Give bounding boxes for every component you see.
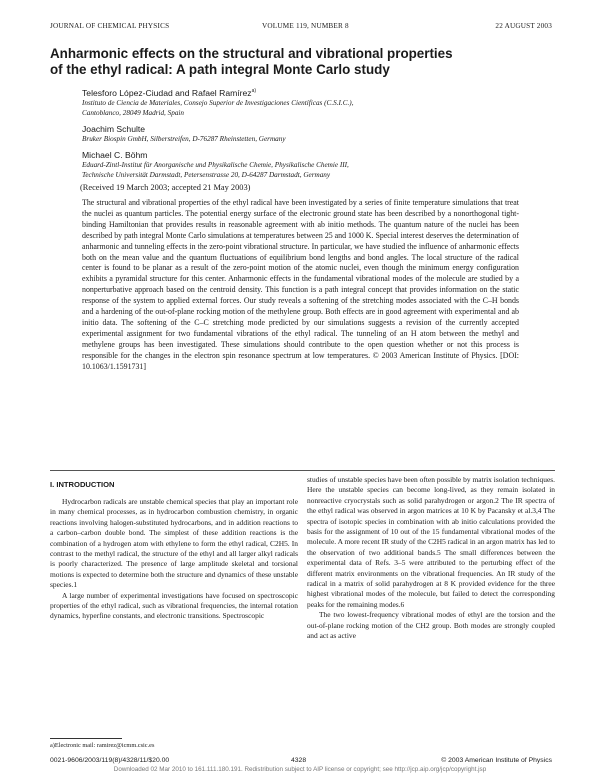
author-affiliation: Bruker Biospin GmbH, Silberstreifen, D-76287 Rheinstetten, Germany [82, 135, 286, 143]
author-name: Joachim Schulte [82, 124, 146, 134]
author-block-2 [82, 124, 286, 144]
author-block-3 [82, 150, 349, 180]
right-column [307, 475, 555, 642]
footnote: a)Electronic mail: ramirez@icmm.csic.es [50, 742, 155, 749]
paragraph: Hydrocarbon radicals are unstable chemical species that play an important role in many chemical processes, as in hydrocarbon combustion chemistry, in organic reactions involving halogen-substituted hydrocarbons, and in addition reactions to a carbon–carbon double bond. The simplest of these addition reactions is the combination of a hydrogen atom with ethylene to form the ethyl radical, C2H5. In contrast to the methyl radical, the structure of the ethyl and all larger alkyl radicals is poorly characterized. The presence of large amplitude skeletal and torsional motions is expected to determine both the structure and dynamics of these unstable species.1 [50, 497, 298, 590]
author-affiliation: Eduard-Zintl-Institut für Anorganische und Physikalische Chemie, Physikalische Chemie III, [82, 161, 349, 169]
author-affiliation: Instituto de Ciencia de Materiales, Consejo Superior de Investigaciones Científicas (C.S.I.C.), [82, 99, 354, 107]
section-divider [50, 470, 555, 471]
paragraph: The two lowest-frequency vibrational modes of ethyl are the torsion and the out-of-plane rocking motion of the CH2 group. Both modes are strongly coupled and act as active [307, 610, 555, 641]
abstract: The structural and vibrational properties of the ethyl radical have been investigated by a series of finite temperature simulations that treat the nuclei as quantum particles. The potential energy surface of the electronic ground state has been described by a nonorthogonal tight-binding Hamiltonian that provides results in reasonable agreement with ab initio methods. The quantum nature of the nuclei has been described by path integral Monte Carlo simulations at temperatures between 25 and 1000 K. Special interest deserves the determination of anharmonic and tunneling effects in the zero-point vibrational structure. In particular, we have studied the influence of anharmonic effects both on the mean value and the quantum fluctuations of equilibrium bond lengths and bond angles. The local structure of the radical center is found to be planar as a result of the zero-point motion of the atomic nuclei, even though the minimum energy configuration exhibits a pyramidal structure for this center. Anharmonic effects in the fundamental vibrational modes of the molecule are studied by a nonperturbative approach based on the centroid density. This function is a path integral concept that provides information on the static response of the system to applied external forces. Our study reveals a softening of the stretching modes associated with the C–H bonds and a hardening of the out-of-plane rocking motion of the methylene group. Both effects are in good agreement with experimental and ab initio data. The softening of the C–C stretching mode predicted by our simulations suggests a revision of the currently accepted experimental assignment for two fundamental vibrations of the ethyl radical. The tunneling of an H atom between the methyl and methylene groups has been investigated. These simulations should contribute to the open question whether or not this process is responsible for the changes in the electron spin resonance spectrum at low temperatures. © 2003 American Institute of Physics. [DOI: 10.1063/1.1591731] [82, 198, 519, 371]
paragraph: studies of unstable species have been often possible by matrix isolation techniques. Here the unstable species can become long-lived, as they remain isolated in nonreactive cryocrystals such as solid parahydrogen or argon.2 The IR spectra of the ethyl radical was observed in argon matrices at 10 K by Pacansky et al.3,4 The spectra of isotopic species in combination with ab initio calculations provided the basis for the assignment of 10 out of the 15 fundamental vibrational modes of the molecule. A more recent IR study of the C2H5 radical in an argon matrix has led to the observation of two additional bands.5 The small differences between the experimental data of Refs. 3–5 were attributed to the perturbing effect of the different matrix environments on the vibrational frequencies. An IR study of the radical in a matrix of solid parahydrogen at 8 K provided evidence for the three highest vibrational modes of the molecule, but failed to detect the corresponding peaks for the remaining modes.6 [307, 475, 555, 609]
footnote-divider [50, 738, 122, 739]
page-number: 4328 [291, 757, 307, 764]
volume-number: VOLUME 119, NUMBER 8 [262, 22, 349, 30]
title-line-2: of the ethyl radical: A path integral Monte Carlo study [50, 62, 390, 77]
paragraph: A large number of experimental investigations have focused on spectroscopic properties of the ethyl radical, such as vibrational frequencies, the internal rotation dynamics, hyperfine constants, and electronic transitions. Spectroscopic [50, 590, 298, 621]
received-dates: (Received 19 March 2003; accepted 21 May 2003) [80, 183, 251, 192]
title-line-1: Anharmonic effects on the structural and vibrational properties [50, 46, 453, 61]
author-name: Michael C. Böhm [82, 150, 148, 160]
journal-name: JOURNAL OF CHEMICAL PHYSICS [50, 22, 170, 30]
issue-date: 22 AUGUST 2003 [495, 22, 552, 30]
copyright: © 2003 American Institute of Physics [441, 757, 552, 764]
download-notice: Downloaded 02 Mar 2010 to 161.111.180.191. Redistribution subject to AIP license or copyright; see http://jcp.aip.org/jcp/copyright.jsp [113, 766, 487, 773]
author-block-1 [82, 88, 354, 118]
left-column [50, 497, 298, 622]
issn-code: 0021-9606/2003/119(8)/4328/11/$20.00 [50, 757, 170, 764]
author-affiliation: Technische Universität Darmstadt, Petersenstrasse 20, D-64287 Darmstadt, Germany [82, 171, 331, 180]
author-affiliation: Cantoblanco, 28049 Madrid, Spain [82, 109, 185, 118]
section-heading: I. INTRODUCTION [50, 480, 115, 489]
paper-title [50, 46, 570, 78]
author-name: Telesforo López-Ciudad and Rafael Ramírez$^{a)}$ [82, 88, 257, 98]
